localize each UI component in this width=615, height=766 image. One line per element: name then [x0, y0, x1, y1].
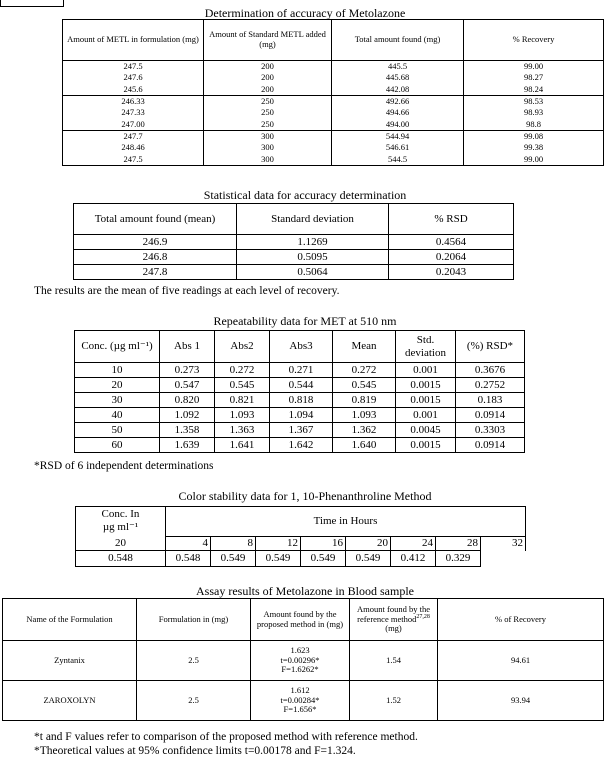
assay-cell-name: ZAROXOLYN — [3, 681, 137, 721]
repeatability-cell: 0.2752 — [456, 378, 525, 393]
repeatability-cell: 0.0914 — [456, 408, 525, 423]
accuracy-cell-total: 494.00 — [332, 119, 464, 131]
accuracy-header-standard: Amount of Standard METL added (mg) — [204, 20, 332, 61]
assay-proposed-line: 1.612 — [290, 684, 310, 695]
stability-conc-value: 20 — [115, 537, 126, 550]
stability-hour: 28 — [436, 537, 481, 551]
accuracy-cell-formulation: 245.6 — [63, 84, 204, 96]
repeatability-cell: 1.093 — [215, 408, 270, 423]
repeatability-row — [75, 363, 525, 378]
repeatability-header-abs3: Abs3 — [270, 331, 333, 363]
statistical-row — [74, 265, 514, 280]
accuracy-row — [63, 142, 604, 154]
accuracy-cell-total: 546.61 — [332, 142, 464, 154]
assay-note-2: *Theoretical values at 95% confidence limits t=0.00178 and F=1.324. — [34, 745, 356, 757]
accuracy-row — [63, 131, 604, 143]
accuracy-cell-total: 544.5 — [332, 154, 464, 166]
repeatability-header-abs1: Abs 1 — [160, 331, 215, 363]
repeatability-table — [74, 330, 525, 453]
statistical-cell: 1.1269 — [237, 235, 389, 250]
accuracy-cell-standard: 200 — [204, 84, 332, 96]
stability-hour: 20 — [346, 537, 391, 551]
statistical-cell: 0.2064 — [389, 250, 514, 265]
stability-hour: 12 — [256, 537, 301, 551]
assay-proposed-line: F=1.6262* — [281, 664, 319, 675]
accuracy-cell-standard: 250 — [204, 119, 332, 131]
repeatability-cell: 20 — [75, 378, 160, 393]
accuracy-table — [62, 19, 604, 166]
repeatability-cell: 40 — [75, 408, 160, 423]
stability-header-conc — [76, 507, 166, 551]
statistical-cell: 246.9 — [74, 235, 237, 250]
assay-table — [2, 598, 604, 721]
repeatability-note: *RSD of 6 independent determinations — [34, 460, 214, 472]
assay-proposed-line: t=0.00284* — [280, 694, 320, 705]
repeatability-cell: 1.641 — [215, 438, 270, 453]
accuracy-cell-formulation: 247.7 — [63, 131, 204, 143]
assay-header-formulation: Formulation in (mg) — [137, 599, 251, 641]
stability-value: 0.549 — [301, 551, 346, 567]
accuracy-header-total: Total amount found (mg) — [332, 20, 464, 61]
accuracy-cell-standard: 300 — [204, 142, 332, 154]
stability-table — [75, 506, 526, 567]
repeatability-cell: 0.544 — [270, 378, 333, 393]
assay-title: Assay results of Metolazone in Blood sample — [196, 584, 414, 598]
repeatability-row — [75, 438, 525, 453]
accuracy-cell-recovery: 98.93 — [464, 107, 604, 119]
accuracy-cell-standard: 250 — [204, 107, 332, 119]
statistical-cell: 0.5095 — [237, 250, 389, 265]
assay-proposed-line: 1.623 — [290, 644, 310, 655]
stability-header-conc-line1: Conc. In — [101, 508, 140, 520]
repeatability-cell: 10 — [75, 363, 160, 378]
accuracy-header-recovery: % Recovery — [464, 20, 604, 61]
repeatability-title: Repeatability data for MET at 510 nm — [213, 314, 397, 328]
statistical-header-rsd: % RSD — [389, 204, 514, 235]
statistical-cell: 0.5064 — [237, 265, 389, 280]
repeatability-cell: 0.183 — [456, 393, 525, 408]
repeatability-cell: 1.093 — [333, 408, 396, 423]
stability-hour: 8 — [211, 537, 256, 551]
assay-header-recovery: % of Recovery — [438, 599, 604, 641]
accuracy-header-formulation: Amount of METL in formulation (mg) — [63, 20, 204, 61]
repeatability-header-sd: Std. deviation — [396, 331, 456, 363]
repeatability-cell: 0.0015 — [396, 378, 456, 393]
accuracy-cell-recovery: 98.53 — [464, 96, 604, 108]
repeatability-cell: 0.272 — [333, 363, 396, 378]
repeatability-cell: 0.0045 — [396, 423, 456, 438]
assay-row — [3, 641, 604, 681]
repeatability-cell: 0.820 — [160, 393, 215, 408]
accuracy-row — [63, 61, 604, 73]
accuracy-row — [63, 119, 604, 131]
assay-row — [3, 681, 604, 721]
statistical-table — [73, 203, 514, 280]
stability-hour: 32 — [481, 537, 526, 551]
assay-proposed-line: t=0.00296* — [280, 654, 320, 665]
statistical-cell: 247.8 — [74, 265, 237, 280]
repeatability-header-rsd: (%) RSD* — [456, 331, 525, 363]
repeatability-header-mean: Mean — [333, 331, 396, 363]
repeatability-cell: 1.639 — [160, 438, 215, 453]
accuracy-cell-total: 492.66 — [332, 96, 464, 108]
accuracy-row — [63, 154, 604, 166]
statistical-note: The results are the mean of five readings at each level of recovery. — [34, 285, 340, 297]
repeatability-cell: 1.092 — [160, 408, 215, 423]
accuracy-cell-formulation: 247.6 — [63, 72, 204, 84]
repeatability-header-abs2: Abs2 — [215, 331, 270, 363]
stability-value: 0.412 — [391, 551, 436, 567]
repeatability-cell: 1.642 — [270, 438, 333, 453]
accuracy-cell-formulation: 247.00 — [63, 119, 204, 131]
accuracy-cell-total: 544.94 — [332, 131, 464, 143]
statistical-header-mean: Total amount found (mean) — [74, 204, 237, 235]
repeatability-cell: 1.358 — [160, 423, 215, 438]
stability-value: 0.549 — [211, 551, 256, 567]
accuracy-cell-standard: 250 — [204, 96, 332, 108]
accuracy-row — [63, 107, 604, 119]
repeatability-cell: 0.0914 — [456, 438, 525, 453]
repeatability-cell: 0.273 — [160, 363, 215, 378]
statistical-header-sd: Standard deviation — [237, 204, 389, 235]
accuracy-cell-standard: 200 — [204, 72, 332, 84]
repeatability-cell: 0.545 — [333, 378, 396, 393]
assay-cell-formulation: 2.5 — [137, 641, 251, 681]
stability-value: 0.548 — [166, 551, 211, 567]
repeatability-cell: 60 — [75, 438, 160, 453]
accuracy-row — [63, 96, 604, 108]
assay-cell-proposed — [251, 641, 350, 681]
accuracy-cell-recovery: 99.38 — [464, 142, 604, 154]
stability-header-conc-line2: µg ml⁻¹ — [102, 520, 139, 533]
repeatability-cell: 50 — [75, 423, 160, 438]
repeatability-cell: 0.001 — [396, 363, 456, 378]
accuracy-title: Determination of accuracy of Metolazone — [204, 6, 406, 20]
statistical-cell: 0.2043 — [389, 265, 514, 280]
accuracy-cell-standard: 300 — [204, 154, 332, 166]
stability-title: Color stability data for 1, 10-Phenanthroline Method — [178, 489, 432, 503]
accuracy-cell-standard: 200 — [204, 61, 332, 73]
repeatability-row — [75, 378, 525, 393]
repeatability-cell: 0.547 — [160, 378, 215, 393]
stability-value: 0.549 — [256, 551, 301, 567]
assay-cell-recovery: 94.61 — [438, 641, 604, 681]
stability-value: 0.549 — [346, 551, 391, 567]
assay-cell-proposed — [251, 681, 350, 721]
accuracy-cell-formulation: 247.5 — [63, 154, 204, 166]
repeatability-cell: 0.3303 — [456, 423, 525, 438]
statistical-title: Statistical data for accuracy determination — [203, 188, 407, 202]
repeatability-cell: 1.094 — [270, 408, 333, 423]
assay-cell-reference: 1.52 — [350, 681, 438, 721]
accuracy-cell-recovery: 99.08 — [464, 131, 604, 143]
assay-header-reference-citation: 27,28 — [416, 613, 430, 620]
repeatability-cell: 0.271 — [270, 363, 333, 378]
accuracy-cell-recovery: 99.00 — [464, 61, 604, 73]
accuracy-cell-recovery: 98.8 — [464, 119, 604, 131]
accuracy-cell-total: 442.08 — [332, 84, 464, 96]
accuracy-cell-formulation: 248.46 — [63, 142, 204, 154]
repeatability-cell: 0.818 — [270, 393, 333, 408]
stability-value: 0.548 — [76, 551, 166, 567]
repeatability-cell: 1.367 — [270, 423, 333, 438]
repeatability-row — [75, 423, 525, 438]
statistical-row — [74, 235, 514, 250]
repeatability-cell: 0.545 — [215, 378, 270, 393]
repeatability-row — [75, 408, 525, 423]
stability-hour: 24 — [391, 537, 436, 551]
assay-note-1: *t and F values refer to comparison of the proposed method with reference method. — [34, 731, 418, 743]
stability-hour: 16 — [301, 537, 346, 551]
assay-header-reference — [350, 599, 438, 641]
assay-header-reference-text: Amount found by the reference method — [357, 603, 430, 624]
assay-cell-reference: 1.54 — [350, 641, 438, 681]
accuracy-row — [63, 72, 604, 84]
accuracy-cell-formulation: 247.5 — [63, 61, 204, 73]
statistical-cell: 0.4564 — [389, 235, 514, 250]
accuracy-cell-standard: 300 — [204, 131, 332, 143]
stability-hour: 4 — [166, 537, 211, 551]
repeatability-cell: 0.3676 — [456, 363, 525, 378]
accuracy-cell-total: 445.68 — [332, 72, 464, 84]
repeatability-cell: 0.272 — [215, 363, 270, 378]
stability-value: 0.329 — [436, 551, 481, 567]
assay-cell-name: Zyntanix — [3, 641, 137, 681]
assay-cell-formulation: 2.5 — [137, 681, 251, 721]
assay-header-reference-unit: (mg) — [385, 623, 402, 634]
assay-header-proposed: Amount found by the proposed method in (mg) — [251, 599, 350, 641]
previous-table-fragment — [0, 0, 64, 7]
repeatability-cell: 0.0015 — [396, 438, 456, 453]
accuracy-cell-recovery: 98.27 — [464, 72, 604, 84]
accuracy-cell-recovery: 99.00 — [464, 154, 604, 166]
accuracy-row — [63, 84, 604, 96]
accuracy-cell-formulation: 246.33 — [63, 96, 204, 108]
assay-proposed-line: F=1.656* — [283, 704, 317, 715]
accuracy-cell-formulation: 247.33 — [63, 107, 204, 119]
statistical-cell: 246.8 — [74, 250, 237, 265]
repeatability-cell: 0.001 — [396, 408, 456, 423]
accuracy-cell-total: 445.5 — [332, 61, 464, 73]
statistical-row — [74, 250, 514, 265]
assay-header-name: Name of the Formulation — [3, 599, 137, 641]
repeatability-cell: 0.819 — [333, 393, 396, 408]
repeatability-cell: 1.363 — [215, 423, 270, 438]
repeatability-cell: 0.821 — [215, 393, 270, 408]
accuracy-cell-total: 494.66 — [332, 107, 464, 119]
assay-cell-recovery: 93.94 — [438, 681, 604, 721]
repeatability-header-conc: Conc. (µg ml⁻¹) — [75, 331, 160, 363]
repeatability-row — [75, 393, 525, 408]
repeatability-cell: 1.640 — [333, 438, 396, 453]
accuracy-cell-recovery: 98.24 — [464, 84, 604, 96]
stability-header-time: Time in Hours — [166, 507, 526, 537]
repeatability-cell: 1.362 — [333, 423, 396, 438]
repeatability-cell: 30 — [75, 393, 160, 408]
repeatability-cell: 0.0015 — [396, 393, 456, 408]
